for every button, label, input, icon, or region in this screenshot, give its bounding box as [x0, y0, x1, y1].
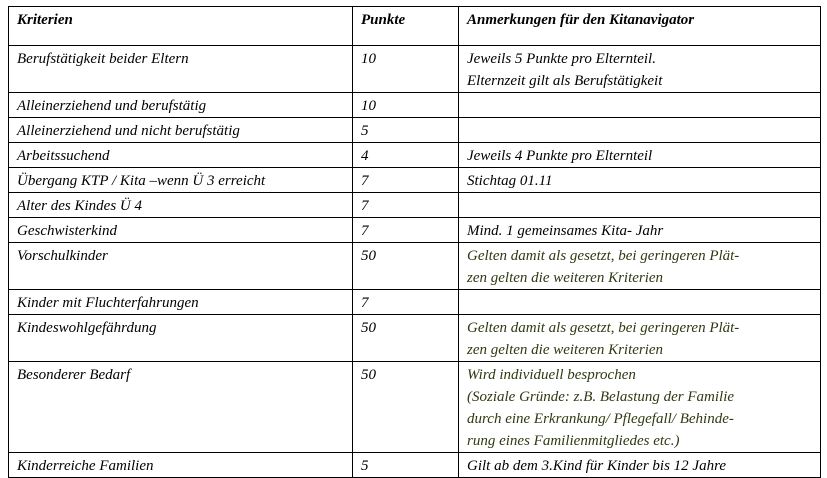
note-line: Gelten damit als gesetzt, bei geringeren Plät- [467, 248, 740, 264]
table-row [9, 218, 821, 243]
criterion-cell: Arbeitssuchend [9, 143, 353, 168]
criterion-cell: Besonderer Bedarf [9, 362, 353, 453]
notes-cell [459, 93, 821, 118]
criterion-cell: Kindeswohlgefährdung [9, 315, 353, 362]
criterion-cell: Alleinerziehend und nicht berufstätig [9, 118, 353, 143]
table-row [9, 243, 821, 290]
points-cell: 5 [353, 118, 459, 143]
notes-cell [459, 290, 821, 315]
note-line: Wird individuell besprochen [467, 367, 636, 383]
note-line: zen gelten die weiteren Kriterien [467, 270, 664, 286]
notes-cell [459, 143, 821, 168]
points-cell: 50 [353, 243, 459, 290]
table-row [9, 93, 821, 118]
header-points: Punkte [353, 7, 459, 46]
points-cell: 4 [353, 143, 459, 168]
table-row [9, 143, 821, 168]
note-line: zen gelten die weiteren Kriterien [467, 342, 664, 358]
table-row [9, 453, 821, 478]
table-row [9, 362, 821, 453]
notes-cell [459, 46, 821, 93]
points-cell: 7 [353, 218, 459, 243]
table-row [9, 290, 821, 315]
criterion-cell: Übergang KTP / Kita –wenn Ü 3 erreicht [9, 168, 353, 193]
notes-cell [459, 218, 821, 243]
notes-cell [459, 453, 821, 478]
note-line: Jeweils 4 Punkte pro Elternteil [467, 148, 653, 164]
criteria-table [8, 6, 821, 478]
note-line: Jeweils 5 Punkte pro Elternteil. [467, 51, 656, 67]
points-cell: 10 [353, 93, 459, 118]
note-line: rung eines Familienmitgliedes etc.) [467, 433, 680, 449]
points-cell: 10 [353, 46, 459, 93]
criterion-cell: Kinder mit Fluchterfahrungen [9, 290, 353, 315]
notes-cell [459, 118, 821, 143]
notes-cell [459, 362, 821, 453]
points-cell: 50 [353, 315, 459, 362]
header-criteria: Kriterien [9, 7, 353, 46]
points-cell: 7 [353, 290, 459, 315]
note-line: durch eine Erkrankung/ Pflegefall/ Behinde- [467, 411, 734, 427]
notes-cell [459, 243, 821, 290]
table-row [9, 193, 821, 218]
notes-cell [459, 193, 821, 218]
note-line: Gilt ab dem 3.Kind für Kinder bis 12 Jahre [467, 458, 727, 474]
points-cell: 5 [353, 453, 459, 478]
note-line: Mind. 1 gemeinsames Kita- Jahr [467, 223, 664, 239]
points-cell: 7 [353, 168, 459, 193]
criterion-cell: Vorschulkinder [9, 243, 353, 290]
points-cell: 7 [353, 193, 459, 218]
criterion-cell: Kinderreiche Familien [9, 453, 353, 478]
table-row [9, 46, 821, 93]
note-line: Elternzeit gilt als Berufstätigkeit [467, 73, 663, 89]
criterion-cell: Geschwisterkind [9, 218, 353, 243]
notes-cell [459, 315, 821, 362]
header-notes: Anmerkungen für den Kitanavigator [459, 7, 821, 46]
notes-cell [459, 168, 821, 193]
note-line: (Soziale Gründe: z.B. Belastung der Familie [467, 389, 735, 405]
note-line: Gelten damit als gesetzt, bei geringeren Plät- [467, 320, 740, 336]
points-cell: 50 [353, 362, 459, 453]
criterion-cell: Alleinerziehend und berufstätig [9, 93, 353, 118]
criterion-cell: Alter des Kindes Ü 4 [9, 193, 353, 218]
criterion-cell: Berufstätigkeit beider Eltern [9, 46, 353, 93]
table-row [9, 315, 821, 362]
table-row [9, 168, 821, 193]
note-line: Stichtag 01.11 [467, 173, 553, 189]
table-row [9, 118, 821, 143]
header-row [9, 7, 821, 46]
